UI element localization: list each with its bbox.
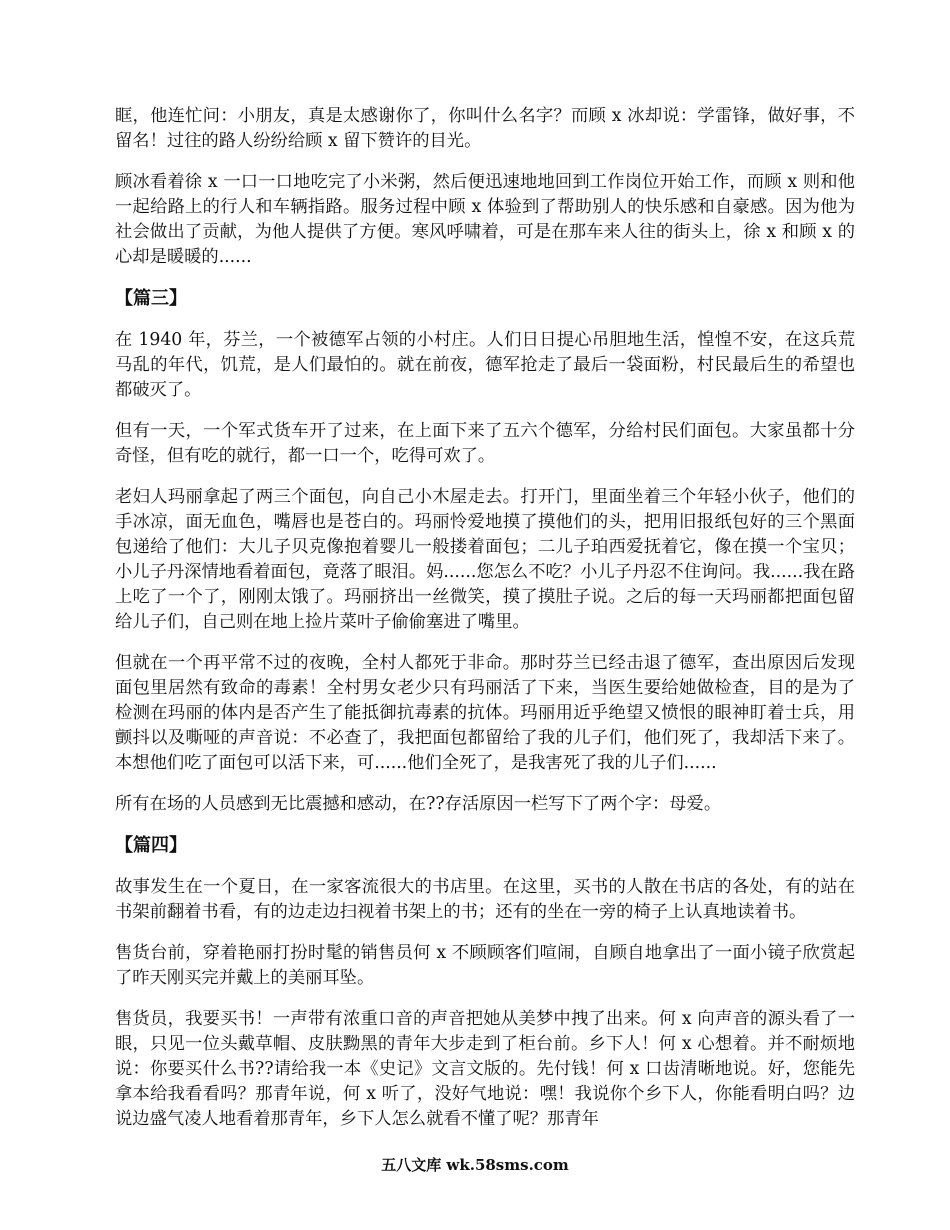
paragraph: 售货员，我要买书！一声带有浓重口音的声音把她从美梦中拽了出来。何 x 向声音的源头看了一眼，只见一位头戴草帽、皮肤黝黑的青年大步走到了柜台前。乡下人！何 x 心想着。并不耐烦地说：你要买什么书??请给我一本《史记》文言文版的。先付钱！何 x 口齿清晰地说。好，您能先拿本给我看看吗？那青年说，何 x 听了，没好气地说：嘿！我说你个乡下人，你能看明白吗？边说边盛气凌人地看着那青年，乡下人怎么就看不懂了呢？那青年 xyxy=(115,1009,855,1129)
paragraph: 所有在场的人员感到无比震撼和感动，在??存活原因一栏写下了两个字：母爱。 xyxy=(115,794,722,814)
page-footer: 五八文库 wk.58sms.com xyxy=(381,1156,569,1174)
paragraph: 售货台前，穿着艳丽打扮时髦的销售员何 x 不顾顾客们喧闹，自顾自地拿出了一面小镜子欣赏起了昨天刚买完并戴上的美丽耳坠。 xyxy=(115,943,855,988)
paragraph: 但有一天，一个军式货车开了过来，在上面下来了五六个德军，分给村民们面包。大家虽都十分奇怪，但有吃的就行，都一口一个，吃得可欢了。 xyxy=(115,421,855,466)
paragraph: 但就在一个再平常不过的夜晚，全村人都死于非命。那时芬兰已经击退了德军，查出原因后发现面包里居然有致命的毒素！全村男女老少只有玛丽活了下来，当医生要给她做检查，目的是为了检测在玛丽的体内是否产生了能抵御抗毒素的抗体。玛丽用近乎绝望又愤恨的眼神盯着士兵，用颤抖以及嘶哑的声音说：不必查了，我把面包都留给了我的儿子们，他们死了，我却活下来了。本想他们吃了面包可以活下来，可......他们全死了，是我害死了我的儿子们...... xyxy=(115,653,855,773)
paragraph: 眶，他连忙问：小朋友，真是太感谢你了，你叫什么名字？而顾 x 冰却说：学雷锋，做好事，不留名！过往的路人纷纷给顾 x 留下赞许的目光。 xyxy=(115,106,855,151)
paragraph: 顾冰看着徐 x 一口一口地吃完了小米粥，然后便迅速地地回到工作岗位开始工作，而顾 x 则和他一起给路上的行人和车辆指路。服务过程中顾 x 体验到了帮助别人的快乐感和自豪感。因为他为社会做出了贡献，为他人提供了方便。寒风呼啸着，可是在那车来人往的街头上，徐 x 和顾 x 的心却是暖暖的...... xyxy=(115,172,855,267)
paragraph: 故事发生在一个夏日，在一家客流很大的书店里。在这里，买书的人散在书店的各处，有的站在书架前翻着书看，有的边走边扫视着书架上的书；还有的坐在一旁的椅子上认真地读着书。 xyxy=(115,877,855,922)
section-heading: 【篇四】 xyxy=(115,835,187,856)
paragraph: 在 1940 年，芬兰，一个被德军占领的小村庄。人们日日提心吊胆地生活，惶惶不安，在这兵荒马乱的年代，饥荒，是人们最怕的。就在前夜，德军抢走了最后一袋面粉，村民最后生的希望也都破灭了。 xyxy=(115,330,855,400)
paragraph: 老妇人玛丽拿起了两三个面包，向自己小木屋走去。打开门，里面坐着三个年轻小伙子，他们的手冰凉，面无血色，嘴唇也是苍白的。玛丽怜爱地摸了摸他们的头，把用旧报纸包好的三个黑面包递给了他们：大儿子贝克像抱着婴儿一般搂着面包；二儿子珀西爱抚着它，像在摸一个宝贝；小儿子丹深情地看着面包，竟落了眼泪。妈......您怎么不吃？小儿子丹忍不住询问。我......我在路上吃了一个了，刚刚太饿了。玛丽挤出一丝微笑，摸了摸肚子说。之后的每一天玛丽都把面包留给儿子们，自己则在地上捡片菜叶子偷偷塞进了嘴里。 xyxy=(115,487,855,632)
section-heading: 【篇三】 xyxy=(115,288,187,309)
document-body xyxy=(115,104,855,1148)
